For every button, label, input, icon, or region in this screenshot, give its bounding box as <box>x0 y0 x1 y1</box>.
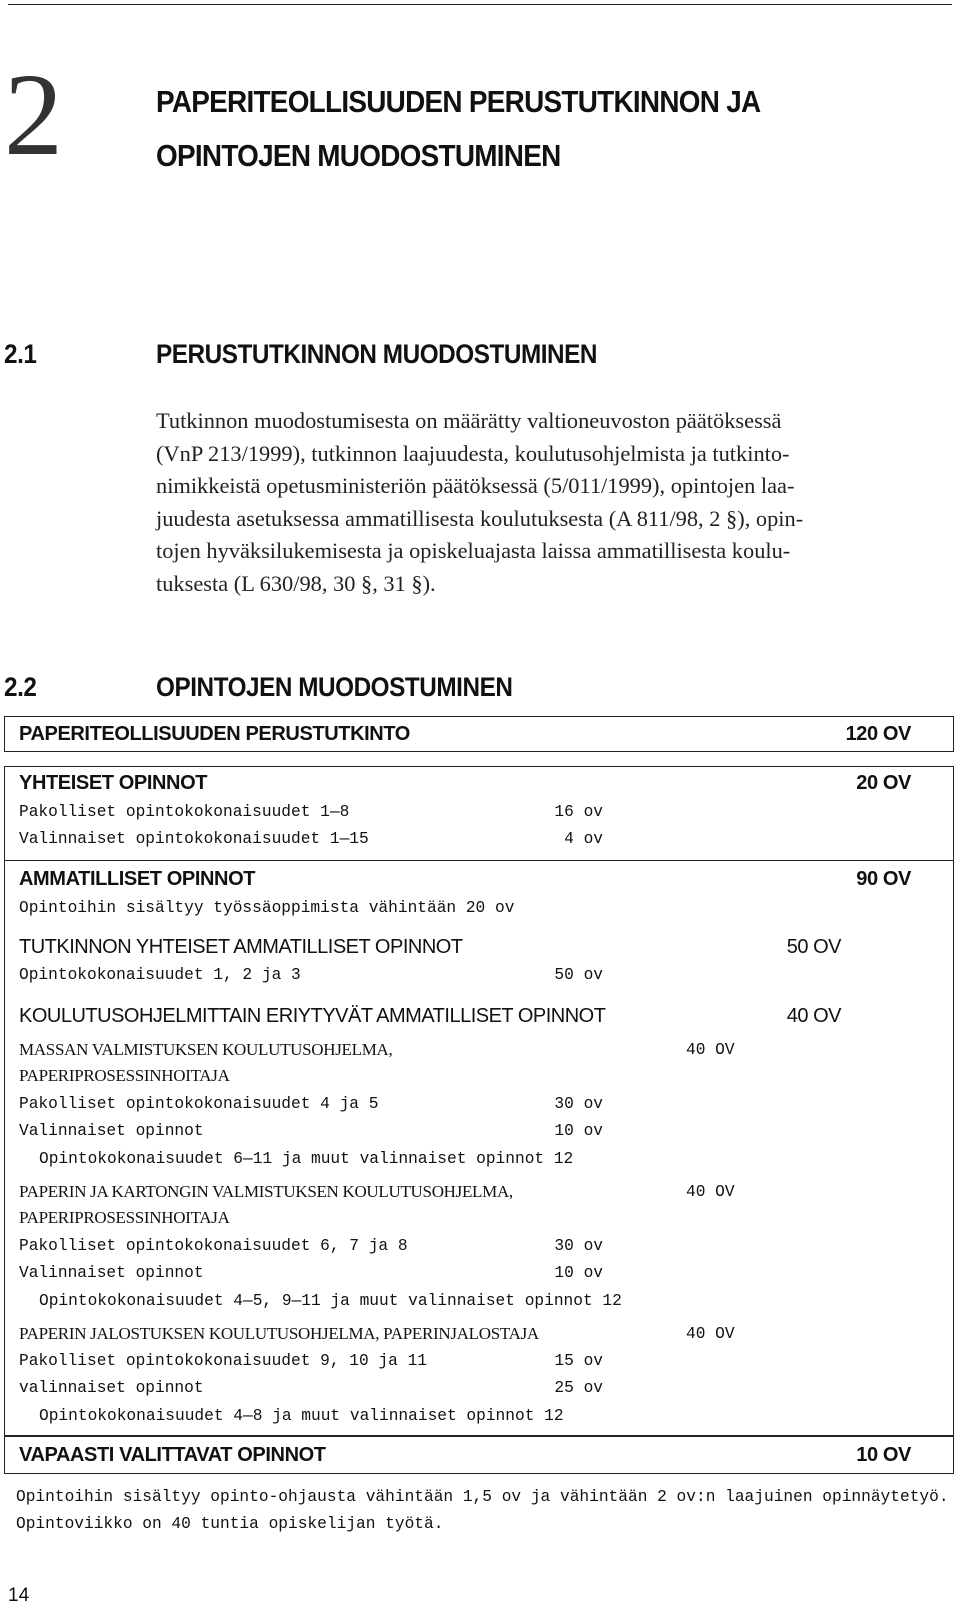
common-row-value: 16 ov <box>554 803 603 821</box>
common-row-label: Pakolliset opintokokonaisuudet 1—8 <box>19 803 350 821</box>
programme-row-value: 25 ov <box>554 1379 603 1397</box>
shared-label: TUTKINNON YHTEISET AMMATILLISET OPINNOT <box>19 936 463 958</box>
common-row-label: Valinnaiset opintokokonaisuudet 1—15 <box>19 830 369 848</box>
divider <box>5 860 953 861</box>
section-number-2-1: 2.1 <box>4 339 37 369</box>
section-title-2-2: OPINTOJEN MUODOSTUMINEN <box>156 672 513 702</box>
programme-row-label: Valinnaiset opinnot <box>19 1122 204 1140</box>
programme-note: Opintokokonaisuudet 6—11 ja muut valinnaiset opinnot 12 <box>39 1150 574 1168</box>
programme-title: MASSAN VALMISTUKSEN KOULUTUSOHJELMA, <box>19 1040 393 1059</box>
chapter-title-line1: PAPERITEOLLISUUDEN PERUSTUTKINNON JA <box>156 84 761 119</box>
top-rule <box>8 4 952 5</box>
paragraph-line: (VnP 213/1999), tutkinnon laajuudesta, koulutusohjelmista ja tutkinto- <box>156 440 790 466</box>
programme-row-label: valinnaiset opinnot <box>19 1379 204 1397</box>
programme-row-value: 30 ov <box>554 1237 603 1255</box>
paragraph-line: juudesta asetuksessa ammatillisesta koulutuksesta (A 811/98, 2 §), opin- <box>156 505 804 531</box>
programme-title: PAPERIPROSESSINHOITAJA <box>19 1066 230 1085</box>
degree-value: 120 OV <box>845 723 911 745</box>
degree-box <box>4 716 954 752</box>
shared-row-value: 50 ov <box>554 966 603 984</box>
programme-row-label: Pakolliset opintokokonaisuudet 9, 10 ja 11 <box>19 1352 427 1370</box>
programme-value: 40 OV <box>686 1183 735 1201</box>
programme-value: 40 OV <box>686 1325 735 1343</box>
vocational-note: Opintoihin sisältyy työssäoppimista vähintään 20 ov <box>19 899 515 917</box>
footnote: Opintoviikko on 40 tuntia opiskelijan työtä. <box>16 1515 444 1533</box>
section-number-2-2: 2.2 <box>4 672 37 702</box>
programme-row-value: 10 ov <box>554 1122 603 1140</box>
programme-note: Opintokokonaisuudet 4—5, 9—11 ja muut valinnaiset opinnot 12 <box>39 1292 622 1310</box>
programme-row-value: 15 ov <box>554 1352 603 1370</box>
common-label: YHTEISET OPINNOT <box>19 772 208 794</box>
shared-row-label: Opintokokonaisuudet 1, 2 ja 3 <box>19 966 301 984</box>
programme-value: 40 OV <box>686 1041 735 1059</box>
vocational-label: AMMATILLISET OPINNOT <box>19 868 256 890</box>
programme-title: PAPERIN JALOSTUKSEN KOULUTUSOHJELMA, PAPERINJALOSTAJA <box>19 1324 539 1343</box>
vocational-value: 90 OV <box>856 868 911 890</box>
studies-table <box>4 766 954 1436</box>
chapter-number: 2 <box>4 49 63 180</box>
chapter-title-line2: OPINTOJEN MUODOSTUMINEN <box>156 138 561 173</box>
shared-value: 50 OV <box>786 936 841 958</box>
free-studies-box <box>4 1436 954 1474</box>
programme-row-value: 10 ov <box>554 1264 603 1282</box>
common-value: 20 OV <box>856 772 911 794</box>
paragraph-line: Tutkinnon muodostumisesta on määrätty valtioneuvoston päätöksessä <box>156 408 782 433</box>
programme-note: Opintokokonaisuudet 4—8 ja muut valinnaiset opinnot 12 <box>39 1407 564 1425</box>
programmes-value: 40 OV <box>786 1005 841 1027</box>
free-label: VAPAASTI VALITTAVAT OPINNOT <box>19 1444 326 1466</box>
programmes-label: KOULUTUSOHJELMITTAIN ERIYTYVÄT AMMATILLISET OPINNOT <box>19 1005 606 1027</box>
page-number: 14 <box>8 1585 30 1606</box>
programme-title: PAPERIPROSESSINHOITAJA <box>19 1208 230 1227</box>
intro-paragraph <box>156 405 946 601</box>
footnote: Opintoihin sisältyy opinto-ohjausta vähintään 1,5 ov ja vähintään 2 ov:n laajuinen opinnäytetyö. <box>16 1488 949 1506</box>
programme-title: PAPERIN JA KARTONGIN VALMISTUKSEN KOULUTUSOHJELMA, <box>19 1182 513 1201</box>
programme-row-label: Valinnaiset opinnot <box>19 1264 204 1282</box>
programme-row-value: 30 ov <box>554 1095 603 1113</box>
paragraph-line: tojen hyväksilukemisesta ja opiskeluajasta laissa ammatillisesta koulu- <box>156 538 791 564</box>
programme-row-label: Pakolliset opintokokonaisuudet 6, 7 ja 8 <box>19 1237 408 1255</box>
programme-row-label: Pakolliset opintokokonaisuudet 4 ja 5 <box>19 1095 379 1113</box>
section-title-2-1: PERUSTUTKINNON MUODOSTUMINEN <box>156 339 597 369</box>
degree-label: PAPERITEOLLISUUDEN PERUSTUTKINTO <box>19 723 410 745</box>
common-row-value: 4 ov <box>564 830 603 848</box>
paragraph-line: nimikkeistä opetusministeriön päätöksessä (5/011/1999), opintojen laa- <box>156 473 795 499</box>
free-value: 10 OV <box>856 1444 911 1466</box>
paragraph-line: tuksesta (L 630/98, 30 §, 31 §). <box>156 570 436 596</box>
